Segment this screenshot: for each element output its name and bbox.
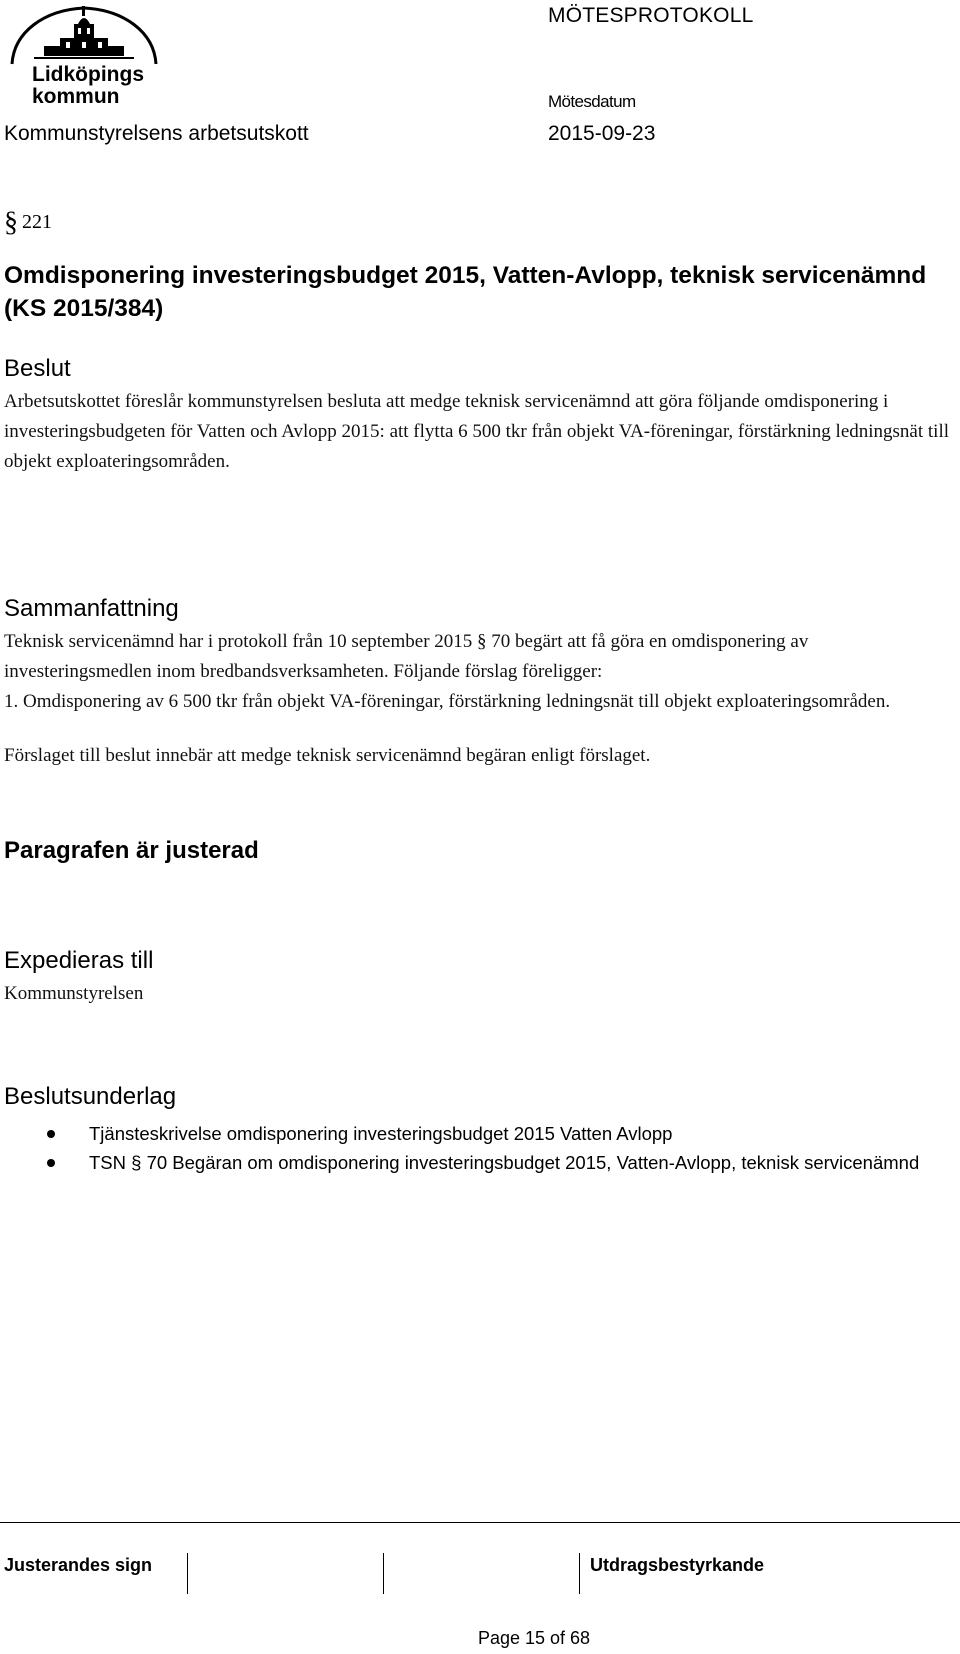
municipality-logo <box>4 2 164 110</box>
committee-name: Kommunstyrelsens arbetsutskott <box>4 122 309 145</box>
beslut-paragraph: Arbetsutskottet föreslår kommunstyrelsen besluta att medge teknisk servicenämnd att göra följande omdisponering i investeringsbudgeten för Vatten och Avlopp 2015: att flytta 6 500 tkr från objekt VA-föreningar, förstärkning ledningsnät till objekt exploateringsområden. <box>4 391 950 472</box>
document-type: MÖTESPROTOKOLL <box>548 4 754 27</box>
logo-text-line1: Lidköpings <box>32 63 144 86</box>
beslut-heading: Beslut <box>4 355 71 382</box>
sammanfattning-heading: Sammanfattning <box>4 595 179 622</box>
logo-text-line2: kommun <box>32 85 120 108</box>
sammanfattning-paragraph-1: Teknisk servicenämnd har i protokoll från 10 september 2015 § 70 begärt att få göra en omdisponering av investeringsmedlen inom bredbandsverksamheten. Följande förslag föreligger: <box>4 631 809 682</box>
page-number <box>0 1628 960 1649</box>
justerad-heading: Paragrafen är justerad <box>4 837 259 864</box>
signature-box-divider <box>187 1553 188 1594</box>
section-number-value: 221 <box>22 211 52 233</box>
beslutsunderlag-list <box>0 1119 940 1177</box>
sammanfattning-paragraph-3: Förslaget till beslut innebär att medge teknisk servicenämnd begäran enligt förslaget. <box>4 745 651 766</box>
beslut-text <box>4 387 954 477</box>
expedieras-heading: Expedieras till <box>4 947 154 974</box>
footer-divider <box>0 1522 960 1523</box>
beslutsunderlag-heading: Beslutsunderlag <box>4 1083 177 1110</box>
bullet-icon <box>47 1130 55 1138</box>
sammanfattning-paragraph-2: 1. Omdisponering av 6 500 tkr från objekt VA-föreningar, förstärkning ledningsnät till objekt exploateringsområden. <box>4 691 891 712</box>
signature-box-divider <box>383 1553 384 1594</box>
sammanfattning-text <box>4 627 954 771</box>
page-number-text: Page 15 of 68 <box>477 1628 591 1648</box>
section-number <box>4 207 52 239</box>
list-item <box>0 1119 940 1148</box>
meeting-date: 2015-09-23 <box>548 122 656 145</box>
list-item <box>0 1148 940 1177</box>
bullet-icon <box>47 1159 55 1167</box>
page-title: Omdisponering investeringsbudget 2015, Vatten-Avlopp, teknisk servicenämnd (KS 2015/384) <box>4 262 927 322</box>
signature-box-divider <box>579 1553 580 1594</box>
list-item-text: Tjänsteskrivelse omdisponering investeringsbudget 2015 Vatten Avlopp <box>89 1123 673 1144</box>
sign-label: Justerandes sign <box>4 1555 153 1575</box>
certify-label: Utdragsbestyrkande <box>590 1555 765 1575</box>
expedieras-recipient: Kommunstyrelsen <box>4 983 144 1004</box>
section-symbol: § <box>4 207 18 238</box>
meeting-date-label: Mötesdatum <box>548 92 636 111</box>
list-item-text: TSN § 70 Begäran om omdisponering investeringsbudget 2015, Vatten-Avlopp, teknisk servicenämnd <box>89 1152 920 1173</box>
